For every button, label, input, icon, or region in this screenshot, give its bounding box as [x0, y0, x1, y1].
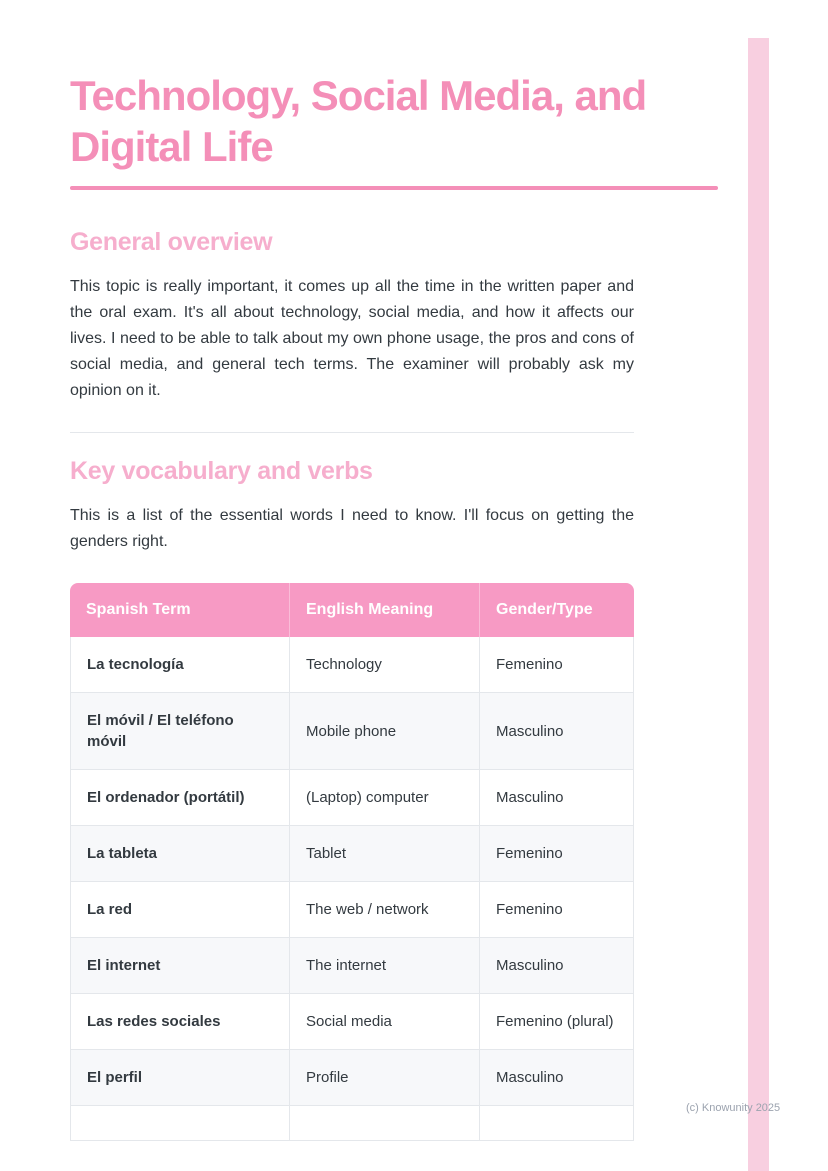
spanish-term-cell: El perfil — [70, 1050, 290, 1106]
gender-type-cell: Femenino (plural) — [480, 994, 634, 1050]
table-row — [70, 693, 634, 770]
table-row — [70, 938, 634, 994]
gender-type-cell — [480, 1106, 634, 1141]
title-underline — [70, 186, 718, 190]
spanish-term-cell: Las redes sociales — [70, 994, 290, 1050]
column-header-english-meaning: English Meaning — [290, 583, 480, 637]
column-header-spanish-term: Spanish Term — [70, 583, 290, 637]
footer-credit: (c) Knowunity 2025 — [686, 1102, 781, 1114]
english-meaning-cell: Technology — [290, 637, 480, 693]
header-row — [70, 583, 634, 637]
english-meaning-cell: Mobile phone — [290, 693, 480, 770]
english-meaning-cell: The web / network — [290, 882, 480, 938]
spanish-term-cell: El móvil / El teléfono móvil — [70, 693, 290, 770]
spanish-term-cell: La red — [70, 882, 290, 938]
table-row — [70, 994, 634, 1050]
english-meaning-cell: Social media — [290, 994, 480, 1050]
spanish-term-cell: La tecnología — [70, 637, 290, 693]
gender-type-cell: Masculino — [480, 770, 634, 826]
table-row — [70, 770, 634, 826]
spanish-term-cell: La tableta — [70, 826, 290, 882]
page-title: Technology, Social Media, and Digital Life — [70, 72, 647, 171]
vocab-table — [70, 583, 634, 1141]
gender-type-cell: Masculino — [480, 693, 634, 770]
section-heading-general-overview: General overview — [70, 228, 273, 257]
table-row — [70, 882, 634, 938]
table-row — [70, 637, 634, 693]
page-edge-stripe — [748, 38, 769, 1171]
spanish-term-cell — [70, 1106, 290, 1141]
section-divider — [70, 432, 634, 433]
table-row — [70, 1050, 634, 1106]
gender-type-cell: Femenino — [480, 882, 634, 938]
spanish-term-cell: El ordenador (portátil) — [70, 770, 290, 826]
section-heading-key-vocabulary: Key vocabulary and verbs — [70, 457, 373, 486]
english-meaning-cell: Tablet — [290, 826, 480, 882]
spanish-term-cell: El internet — [70, 938, 290, 994]
vocab-table-body — [70, 637, 634, 1141]
english-meaning-cell: (Laptop) computer — [290, 770, 480, 826]
gender-type-cell: Femenino — [480, 826, 634, 882]
general-overview-paragraph: This topic is really important, it comes up all the time in the written paper and the oral exam. It's all about technology, social media, and how it affects our lives. I need to be able to talk about my own phone usage, the pros and cons of social media, and general tech terms. The examiner will probably ask my opinion on it. — [70, 278, 634, 400]
key-vocabulary-paragraph: This is a list of the essential words I need to know. I'll focus on getting the genders right. — [70, 507, 634, 551]
page-content — [70, 0, 730, 1141]
english-meaning-cell: The internet — [290, 938, 480, 994]
column-header-gender-type: Gender/Type — [480, 583, 634, 637]
table-row — [70, 1106, 634, 1141]
gender-type-cell: Masculino — [480, 1050, 634, 1106]
vocab-table-header — [70, 583, 634, 637]
gender-type-cell: Masculino — [480, 938, 634, 994]
gender-type-cell: Femenino — [480, 637, 634, 693]
table-row — [70, 826, 634, 882]
english-meaning-cell: Profile — [290, 1050, 480, 1106]
english-meaning-cell — [290, 1106, 480, 1141]
